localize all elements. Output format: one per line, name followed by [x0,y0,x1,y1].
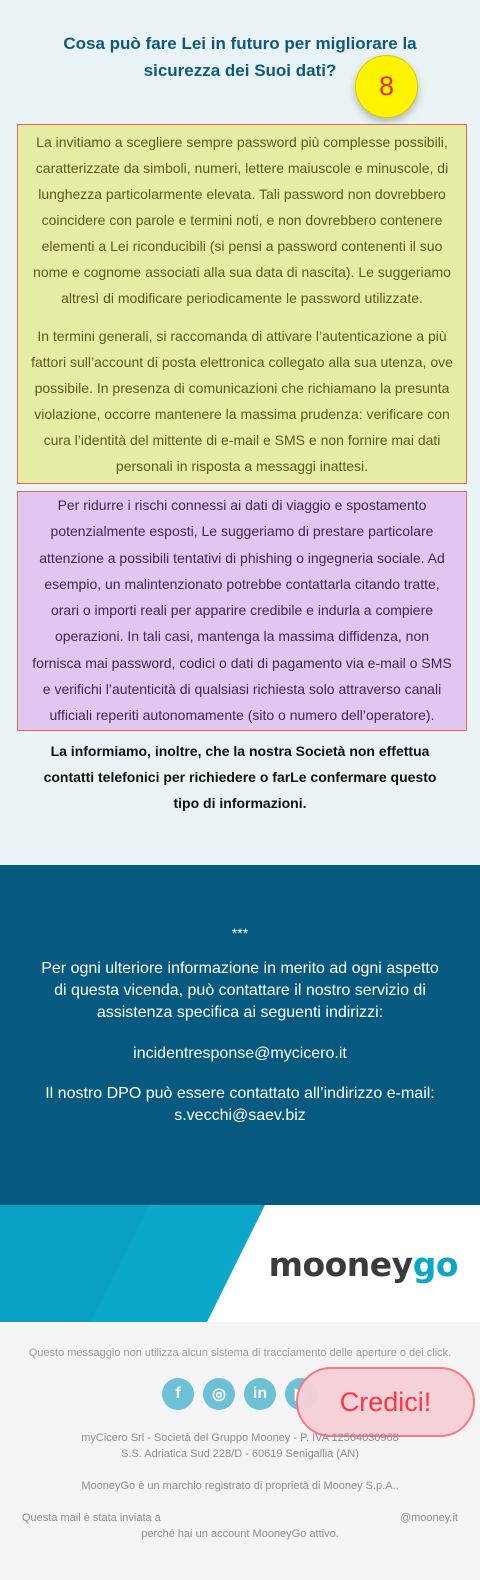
company-line-1: myCicero Srl - Società del Gruppo Mooney - P. IVA 12564030968 [81,1432,399,1444]
logo-text-mooney: mooney [268,1245,413,1284]
linkedin-icon[interactable]: in [244,1378,276,1410]
step-number-badge: 8 [355,55,418,118]
brand-banner [0,1205,480,1322]
recipient-notice-left: Questa mail è stata inviata a [22,1512,161,1524]
password-advice-box [17,124,467,484]
recipient-notice-reason: perché hai un account MooneyGo attivo. [141,1528,339,1540]
credici-button[interactable]: Credici! [296,1367,475,1437]
dpo-text: Il nostro DPO può essere contattato all’indirizzo e-mail: [45,1085,435,1102]
recipient-notice-right: @mooney.it [399,1512,458,1524]
dpo-contact [30,1083,450,1127]
facebook-icon[interactable]: f [162,1378,194,1410]
contact-info-text: Per ogni ulteriore informazione in merito ad ogni aspetto di questa vicenda, può contattare il nostro servizio di assistenza specifica ai seguenti indirizzi: [41,960,439,1021]
email-footer [0,1322,480,1580]
logo-text-go: go [412,1245,458,1284]
social-links [162,1378,317,1410]
phone-contact-notice: La informiamo, inoltre, che la nostra Società non effettua contatti telefonici per richiedere o farLe confermare questo tipo di informazioni. [43,743,437,811]
incident-email-link[interactable]: incidentresponse@mycicero.it [133,1045,347,1062]
dpo-email-link[interactable]: s.vecchi@saev.biz [174,1107,306,1124]
tracking-disclaimer: Questo messaggio non utilizza alcun sistema di tracciamento delle aperture o dei click. [28,1347,452,1359]
phishing-advice-box [17,491,467,731]
mfa-advice-paragraph: In termini generali, si raccomanda di attivare l’autenticazione a più fattori sull’account di posta elettronica collegato alla sua utenza, ove possibile. In presenza di comunicazioni che richiamano la presunta violazione, occorre mantenere la massima prudenza: verificare con cura l’identità del mittente di e-mail e SMS e non fornire mai dati personali in risposta a messaggi inattesi. [31,328,453,474]
password-advice-paragraph: La invitiamo a scegliere sempre password più complesse possibili, caratterizzate da simboli, numeri, lettere maiuscole e minuscole, di lunghezza particolarmente elevata. Tali password non dovrebbero coincidere con parole e termini noti, e non dovrebbero contenere elementi a Lei riconducibili (si pensi a password contenenti il suo nome e cognome associati alla sua data di nascita). Le suggeriamo altresì di modificare periodicamente le password utilizzate. [33,134,451,306]
section-heading: Cosa può fare Lei in futuro per migliorare la sicurezza dei Suoi dati? [63,34,417,80]
phishing-advice-paragraph: Per ridurre i rischi connessi ai dati di viaggio e spostamento potenzialmente esposti, Le suggeriamo di prestare particolare attenzione a possibili tentativi di phishing o ingegneria sociale. Ad esempio, un malintenzionato potrebbe contattarla citando tratte, orari o importi reali per apparire credibile e indurla a compiere operazioni. In tali casi, mantenga la massima diffidenza, non fornisca mai password, codici o dati di pagamento via e-mail o SMS e verifichi l’autenticità di qualsiasi richiesta solo attraverso canali ufficiali reperiti autonomamente (sito o numero dell’operatore). [32,497,452,724]
separator: *** [231,925,249,941]
company-info [0,1430,480,1462]
company-line-2: S.S. Adriatica Sud 228/D - 60619 Senigallia (AN) [121,1448,359,1460]
mooneygo-logo[interactable] [269,1245,458,1284]
contact-section [0,865,480,1205]
trademark-notice: MooneyGo è un marchio registrato di proprietà di Mooney S.p.A.. [81,1480,399,1492]
instagram-icon[interactable]: ◎ [203,1378,235,1410]
